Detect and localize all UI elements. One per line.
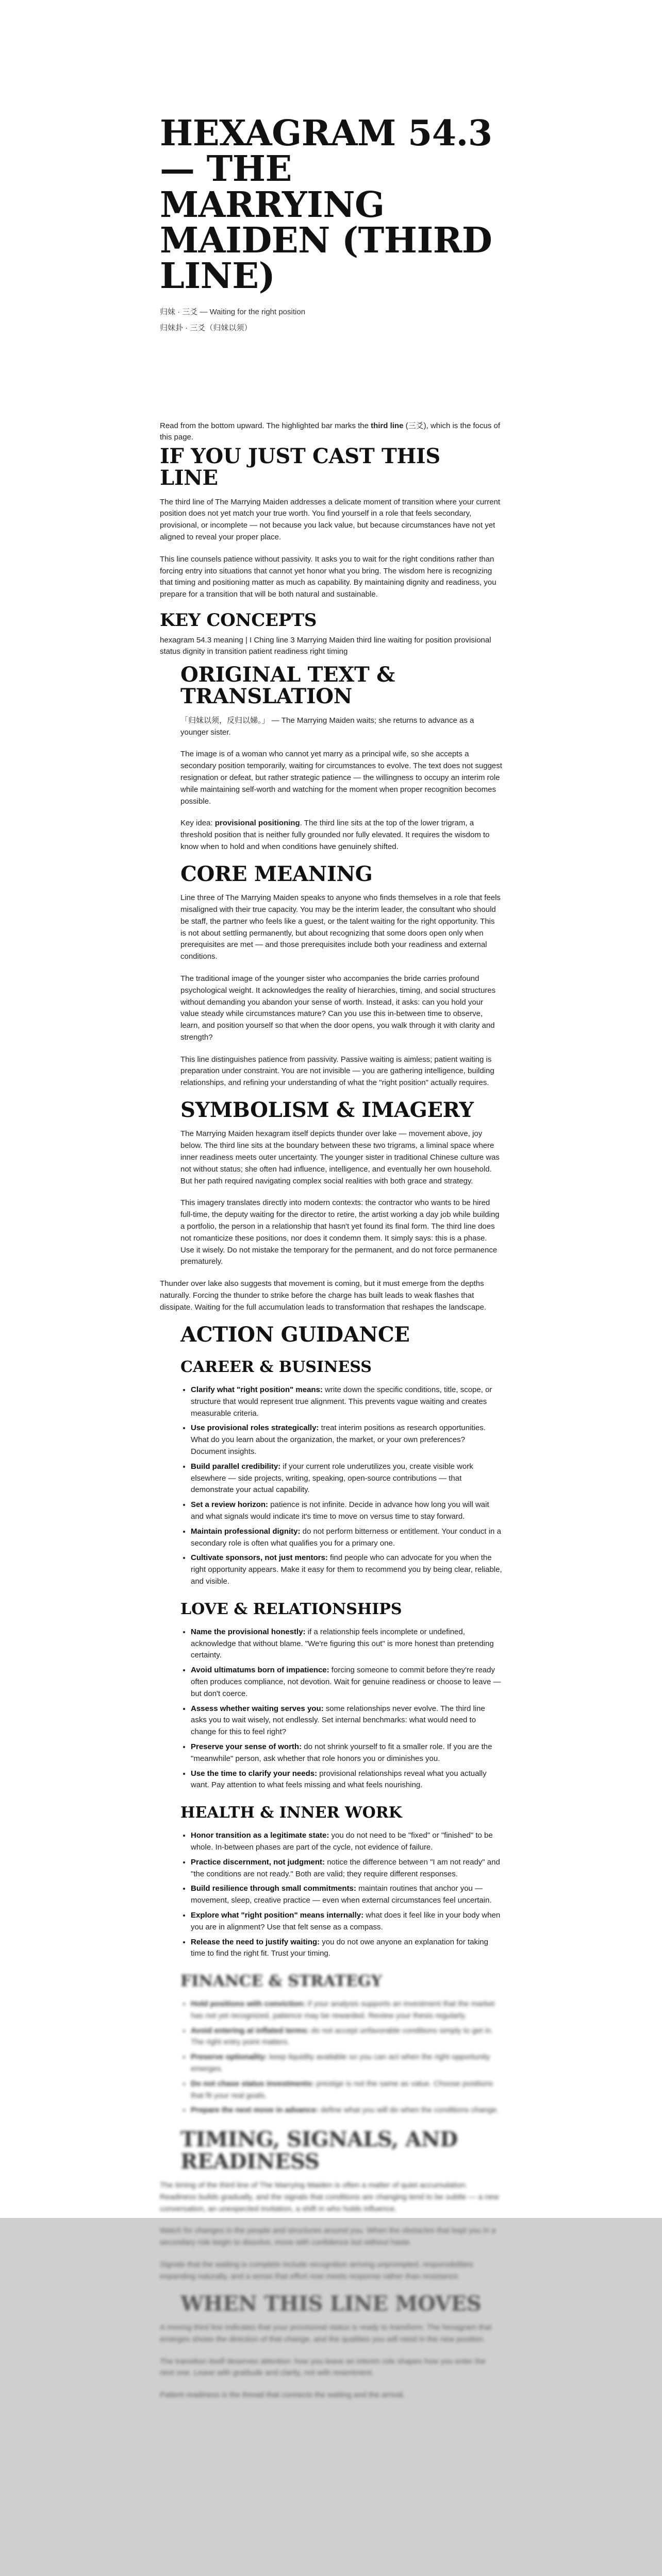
symbolism-paragraph-2: This imagery translates directly into modern contexts: the contractor who wants to be hired full-time, the deputy waiting for the director to retire, the artist working a day job while building a portfolio, the person in a relationship that hasn't yet found its final form. The third line does not romanticize these positions, nor does it condemn them. It simply says: this is a phase. Use it wisely. Do not mistake the temporary for the permanent, and do not force permanence prematurely. [180, 1198, 500, 1266]
list-item-text: do not shrink yourself to fit a smaller role. If you are the "meanwhile" person, ask whether that role honors you or diminishes you. [191, 1742, 492, 1763]
cast-paragraph-1: The third line of The Marrying Maiden addresses a delicate moment of transition where your current position does not yet match your true worth. You find yourself in a role that feels secondary, provisional, or incomplete — not because you lack value, but because circumstances have not yet aligned to reveal your proper place. [160, 497, 501, 541]
list-item [191, 1665, 502, 1700]
moves-paragraph-1: A moving third line indicates that your provisional status is ready to transform. The hexagram that emerges shows the direction of that change, and the qualities you will need in the new position. [160, 2323, 492, 2344]
list-item-lead: Clarify what "right position" means: [191, 1385, 323, 1395]
section-heading-cast: IF YOU JUST CAST THIS LINE [160, 444, 440, 490]
list-item-text: treat interim positions as research opportunities. What do you learn about the organization, the market, or your own preferences? Document insights. [191, 1423, 486, 1456]
list-item-text: do not perform bitterness or entitlement. Your conduct in a secondary role is often what qualifies you for a primary one. [191, 1527, 501, 1548]
core-paragraph-3: This line distinguishes patience from passivity. Passive waiting is aimless; patient waiting is preparation under constraint. You are not invisible — you are gathering intelligence, building relationships, and refining your understanding of what the "right position" actually requires. [180, 1055, 494, 1088]
page-subtitle-chinese: 归妹卦 · 三爻（归妹以须） [160, 323, 252, 332]
list-item-lead: Practice discernment, not judgment: [191, 1857, 325, 1867]
list-item [191, 2105, 502, 2116]
list-item-lead: Honor transition as a legitimate state: [191, 1831, 329, 1840]
list-item-lead: Set a review horizon: [191, 1500, 269, 1510]
page-subtitle: 归妹 · 三爻 — Waiting for the right position [160, 307, 306, 316]
list-item-text: if your current role underutilizes you, create visible work elsewhere — side projects, writing, speaking, open-source contributions — that demonstrate your actual capability. [191, 1462, 473, 1495]
list-item [191, 1857, 502, 1880]
list-item [191, 1526, 502, 1550]
reading-note-text-a: Read from the bottom upward. The highlighted bar marks the [160, 421, 371, 430]
list-item-text: patience is not infinite. Decide in advance how long you will wait and what signals would indicate it's time to move on versus time to stay forward. [191, 1500, 489, 1521]
finance-list [160, 1998, 502, 2116]
reading-note-strong: third line [371, 421, 404, 430]
core-paragraph-1: Line three of The Marrying Maiden speaks to anyone who finds themselves in a role that feels misaligned with their true capacity. You may be the interim leader, the consultant who should be staff, the partner who feels like a guest, or the talent waiting for the right opportunity. This is not about settling permanently, but about recognizing that some doors open only when prerequisites are met — and those prerequisites include both your readiness and external conditions. [180, 893, 501, 961]
moves-paragraph-3: Patient readiness is the thread that connects the waiting and the arrival. [160, 2391, 405, 2400]
section-heading-core: CORE MEANING [180, 861, 373, 886]
list-item-lead: Preserve your sense of worth: [191, 1742, 302, 1751]
timing-paragraph-3: Signals that the waiting is complete include recognition arriving unprompted, responsibilities expanding naturally, and a sense that effort now meets response rather than resistance. [160, 2260, 473, 2281]
list-item-lead: Build resilience through small commitments: [191, 1884, 356, 1893]
section-heading-moves: WHEN THIS LINE MOVES [180, 2291, 482, 2316]
list-item-lead: Use the time to clarify your needs: [191, 1769, 318, 1778]
list-item-lead: Avoid ultimatums born of impatience: [191, 1666, 329, 1675]
section-heading-symbolism: SYMBOLISM & IMAGERY [180, 1098, 474, 1123]
page-title: HEXAGRAM 54.3 — THE MARRYING MAIDEN (THIRD LINE) [160, 113, 492, 297]
list-item [191, 1998, 502, 2022]
list-item-lead: Prepare the next move in advance: [191, 2106, 319, 2115]
section-heading-concepts: KEY CONCEPTS [160, 609, 317, 631]
subheading-career: CAREER & BUSINESS [180, 1358, 372, 1377]
subheading-love: LOVE & RELATIONSHIPS [180, 1600, 402, 1618]
subheading-health: HEALTH & INNER WORK [180, 1804, 402, 1822]
list-item-lead: Release the need to justify waiting: [191, 1937, 320, 1946]
list-item-lead: Name the provisional honestly: [191, 1627, 306, 1636]
love-list [160, 1626, 502, 1791]
list-item [191, 1937, 502, 1960]
list-item-text: maintain routines that anchor you — movement, sleep, creative practice — even when external circumstances feel uncertain. [191, 1884, 492, 1905]
section-heading-original: ORIGINAL TEXT & TRANSLATION [180, 662, 395, 709]
cast-paragraph-2: This line counsels patience without passivity. It asks you to wait for the right conditions rather than forcing entry into situations that cannot yet honor what you bring. The wisdom here is recognizing that timing and positioning matter as much as capability. By maintaining dignity and readiness, you prepare for a transition that will be both natural and sustainable. [160, 554, 496, 599]
list-item-text: write down the specific conditions, title, scope, or structure that would represent true alignment. This prevents vague waiting and creates measurable criteria. [191, 1385, 492, 1418]
list-item-text: you do not need to be "fixed" or "finished" to be whole. In-between phases are part of the cycle, not evidence of failure. [191, 1831, 493, 1852]
list-item [191, 1741, 502, 1765]
list-item-lead: Cultivate sponsors, not just mentors: [191, 1553, 328, 1563]
list-item [191, 1461, 502, 1496]
list-item-text: provisional relationships reveal what you actually want. Pay attention to what feels missing and what feels nourishing. [191, 1769, 487, 1790]
list-item-lead: Explore what "right position" means internally: [191, 1910, 364, 1920]
list-item-lead: Maintain professional dignity: [191, 1527, 301, 1536]
list-item [191, 1830, 502, 1854]
career-list [160, 1384, 502, 1588]
list-item [191, 2025, 502, 2049]
section-heading-guidance: ACTION GUIDANCE [180, 1322, 410, 1347]
hexagram-reading-note [160, 420, 502, 444]
list-item [191, 1883, 502, 1907]
list-item [191, 1552, 502, 1587]
list-item-lead: Build parallel credibility: [191, 1462, 281, 1471]
original-quote: 「归妹以须，反归以娣。」 — The Marrying Maiden waits; she returns to advance as a younger sister. [180, 716, 474, 737]
list-item [191, 1703, 502, 1738]
list-item-lead: Avoid entering at inflated terms: [191, 2026, 309, 2035]
original-paragraph-1: The image is of a woman who cannot yet marry as a principal wife, so she accepts a secondary position temporarily, waiting for circumstances to evolve. The text does not suggest resignation or defeat, but rather strategic patience — the willingness to occupy an interim role while maintaining self-worth and watching for the moment when proper recognition becomes possible. [180, 750, 502, 806]
list-item-text: forcing someone to commit before they're ready often produces compliance, not devotion. Wait for genuine readiness or choose to leave — but don't coerce. [191, 1666, 501, 1698]
dimming-overlay [0, 2218, 662, 2576]
symbolism-paragraph-1: The Marrying Maiden hexagram itself depicts thunder over lake — movement above, joy below. The third line sits at the boundary between these two trigrams, a liminal space where inner readiness meets outer uncertainty. The younger sister in traditional Chinese culture was not without status; she often had influence, intelligence, and eventually her own household. But her path required navigating complex social realities with both grace and strategy. [180, 1129, 500, 1185]
list-item-text: define what you will do when the conditions change. [318, 2106, 499, 2115]
list-item-lead: Preserve optionality: [191, 2053, 268, 2062]
article-page [160, 0, 502, 2576]
list-item-lead: Assess whether waiting serves you: [191, 1704, 324, 1713]
list-item [191, 1384, 502, 1419]
list-item-text: notice the difference between "I am not ready" and "the conditions are not ready." Both are valid; they require different responses. [191, 1857, 500, 1878]
health-list [160, 1830, 502, 1960]
list-item-text: you do not owe anyone an explanation for taking time to find the right fit. Trust your timing. [191, 1937, 488, 1958]
original-p2-lead: Key idea: [180, 819, 215, 828]
subheading-finance: FINANCE & STRATEGY [180, 1972, 382, 1991]
list-item [191, 2078, 502, 2102]
list-item [191, 2052, 502, 2075]
list-item [191, 1768, 502, 1792]
core-paragraph-2: The traditional image of the younger sister who accompanies the bride carries profound psychological weight. It acknowledges the reality of hierarchies, timing, and social structures without demanding you abandon your sense of worth. Instead, it asks: can you hold your value steady while circumstances mature? Can you use this in-between time to observe, learn, and position yourself so that when the door opens, you walk through it with clarity and strength? [180, 974, 496, 1042]
list-item-text: do not accept unfavorable conditions simply to get in. The right entry point matters. [191, 2026, 493, 2047]
keywords-text: hexagram 54.3 meaning | I Ching line 3 Marrying Maiden third line waiting for position provisional status dignity in transition patient readiness right timing [160, 635, 491, 656]
list-item-text: prestige is not the same as value. Choose positions that fit your real goals. [191, 2079, 493, 2100]
list-item-text: if your analysis supports an investment that the market has not yet recognized, patience may be rewarded. Review your thesis regularly. [191, 1999, 495, 2020]
symbolism-paragraph-3: Thunder over lake also suggests that movement is coming, but it must emerge from the depths naturally. Forcing the thunder to strike before the charge has built leads to weak flashes that dissipate. Waiting for the full accumulation leads to transformation that reshapes the landscape. [160, 1279, 487, 1312]
moves-paragraph-2: The transition itself deserves attention: how you leave an interim role shapes how you enter the next one. Leave with gratitude and clarity, not with resentment. [160, 2357, 486, 2378]
original-p2-strong: provisional positioning [214, 819, 300, 828]
list-item-lead: Do not chase status investments: [191, 2079, 315, 2088]
reading-note-text-b: (三爻), which is the focus of this page. [160, 421, 501, 442]
list-item [191, 1626, 502, 1662]
list-item [191, 1499, 502, 1523]
list-item [191, 1910, 502, 1934]
list-item [191, 1422, 502, 1458]
original-paragraph-2 [180, 818, 502, 853]
list-item-lead: Hold positions with conviction: [191, 1999, 306, 2009]
list-item-lead: Use provisional roles strategically: [191, 1423, 319, 1433]
original-p2-rest: . The third line sits at the top of the lower trigram, a threshold position that is neither fully grounded nor fully elevated. It requires the wisdom to know when to hold and when conditions have genuinely shifted. [180, 819, 490, 851]
list-item-text: if a relationship feels incomplete or undefined, acknowledge that without blame. "We're figuring this out" is more honest than pretending certainty. [191, 1627, 494, 1660]
list-item-text: some relationships never evolve. The third line asks you to wait wisely, not endlessly. Set internal benchmarks: what would need to change for this to feel right? [191, 1704, 485, 1737]
list-item-text: find people who can advocate for you when the right opportunity appears. Make it easy for them to recommend you by being clear, reliable, and visible. [191, 1553, 502, 1586]
section-heading-timing: TIMING, SIGNALS, AND READINESS [180, 2127, 458, 2174]
list-item-text: what does it feel like in your body when you are in alignment? Use that felt sense as a compass. [191, 1910, 501, 1931]
timing-paragraph-2: Watch for changes in the people and structures around you. When the obstacles that kept you in a secondary role begin to dissolve, move with confidence but without haste. [160, 2226, 496, 2247]
timing-paragraph-1: The timing of the third line of The Marrying Maiden is often a matter of quiet accumulation. Readiness builds gradually, and the signals that conditions are changing tend to be subtle — a new conversation, an unexpected invitation, a shift in who holds influence. [160, 2181, 499, 2213]
list-item-text: keep liquidity available so you can act when the right opportunity emerges. [191, 2053, 490, 2074]
